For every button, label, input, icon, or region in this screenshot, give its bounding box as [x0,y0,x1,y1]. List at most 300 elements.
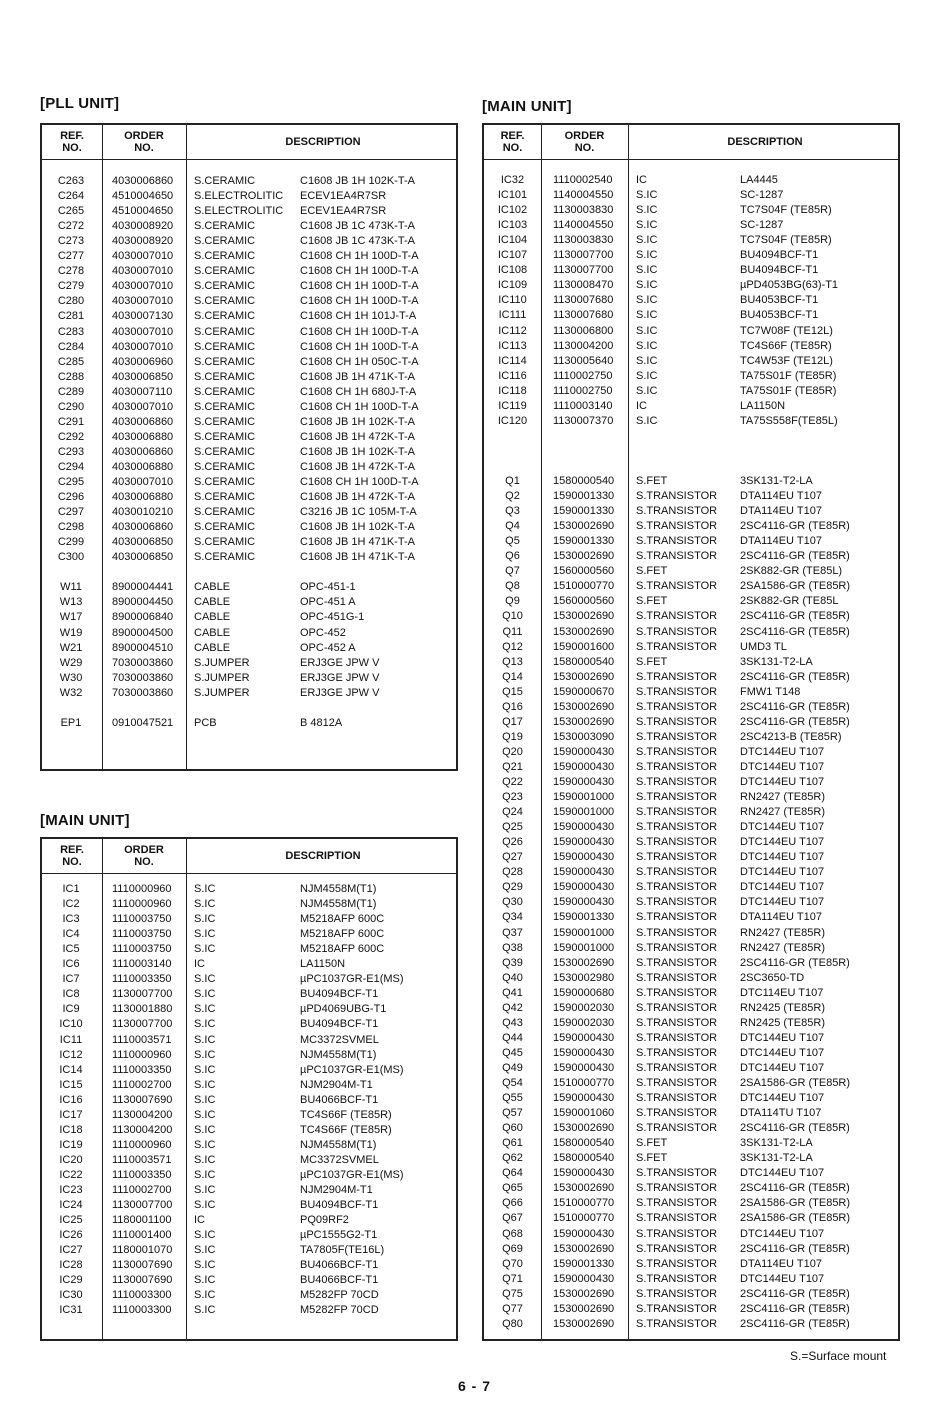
ref-no-cell: C298 [57,521,85,534]
part-number-cell: M5282FP 70CD [300,1304,379,1317]
table-row [484,956,898,971]
ref-no-cell: C263 [57,175,85,187]
part-number-cell: DTC144EU T107 [740,1046,825,1059]
table-row [484,1242,898,1257]
order-no-cell: 4030006880 [112,491,174,504]
part-number-cell: DTC144EU T107 [740,776,825,788]
part-type-cell: CABLE [194,611,231,624]
order-no-cell: 4030007010 [112,325,174,338]
part-type-cell: CABLE [194,641,231,654]
part-number-cell: DTC144EU T107 [740,821,825,834]
order-no-cell: 1130007690 [112,1274,173,1287]
order-no-cell: 1530002690 [553,1242,615,1255]
table-row [484,564,898,579]
part-number-cell: TC4W53F (TE12L) [740,354,833,367]
order-no-cell: 1510000770 [553,580,615,593]
order-no-cell: 1590001330 [553,911,615,924]
part-number-cell: BU4094BCF-T1 [740,249,819,262]
ref-no-header: REF. NO. [500,130,525,154]
order-no-cell: 1530002690 [553,1122,615,1135]
ref-no-cell: Q20 [502,745,523,758]
order-no-cell: 1530002980 [553,971,615,984]
table-row [484,474,898,489]
part-number-cell: 2SA1586-GR (TE85R) [740,1212,851,1225]
ref-no-cell: Q69 [502,1242,523,1255]
table-row [42,1093,456,1108]
part-number-cell: DTC144EU T107 [740,760,825,773]
part-type-cell: S.IC [194,928,216,941]
part-type-cell: IC [636,174,647,186]
ref-no-cell: IC118 [498,384,527,397]
part-type-cell: S.TRANSISTOR [636,1317,718,1330]
part-number-cell: 2SC4116-GR (TE85R) [740,520,850,533]
part-number-cell: C1608 CH 1H 100D-T-A [300,325,419,338]
table-row [484,609,898,624]
ref-no-cell: C265 [57,205,85,218]
order-no-cell: 4030006850 [112,551,174,564]
table-row [484,444,898,459]
ref-no-cell: Q30 [502,896,523,909]
ref-no-cell: C264 [57,190,85,203]
ref-no-cell: Q37 [502,926,523,939]
part-type-cell: S.IC [194,1138,216,1151]
main-unit-title-left: [MAIN UNIT] [40,812,130,829]
ref-no-cell: IC119 [498,399,527,412]
part-type-cell: S.IC [636,369,658,382]
table-row [484,820,898,835]
ref-no-cell: IC108 [497,264,528,277]
ref-no-cell: IC104 [497,234,528,247]
table-row [484,293,898,308]
table-row [42,505,456,520]
ref-no-cell: Q60 [502,1122,523,1135]
part-type-cell: S.IC [636,279,658,292]
part-number-cell: NJM4558M(T1) [300,883,377,895]
ref-no-cell: Q4 [505,520,520,533]
order-no-cell: 7030003860 [112,671,174,684]
part-number-cell: NJM4558M(T1) [300,1138,377,1151]
table-row [42,1198,456,1213]
table-row [484,850,898,865]
part-type-cell: S.TRANSISTOR [636,670,718,683]
part-number-cell: NJM4558M(T1) [300,898,377,911]
part-type-cell: S.IC [636,234,658,247]
order-no-cell: 4030007010 [112,265,174,278]
part-type-cell: S.TRANSISTOR [636,1257,718,1270]
part-number-cell: DTC144EU T107 [740,866,825,879]
part-type-cell: S.IC [636,264,658,277]
table-row [484,670,898,685]
ref-no-cell: Q29 [502,881,523,894]
table-row [484,414,898,429]
table-row [42,460,456,475]
order-no-cell: 1110002540 [553,174,613,186]
ref-no-cell: C281 [57,310,85,323]
ref-no-cell: Q8 [505,580,520,593]
order-no-cell: 1580000540 [553,1152,615,1165]
ref-no-cell: IC17 [59,1108,83,1121]
order-no-cell: 1110001400 [112,1229,172,1242]
part-type-cell: S.IC [194,1304,216,1317]
table-row [42,279,456,294]
part-type-cell: S.CERAMIC [194,476,256,488]
part-type-cell: S.TRANSISTOR [636,821,718,834]
order-no-cell: 1130003830 [553,204,614,217]
order-no-cell: 1560000560 [553,595,615,608]
part-number-cell: C1608 CH 1H 100D-T-A [300,476,419,488]
part-number-cell: C1608 JB 1H 472K-T-A [300,491,415,504]
part-type-cell: S.TRANSISTOR [636,1016,718,1029]
part-type-cell: S.TRANSISTOR [636,1031,718,1044]
part-number-cell: 2SA1586-GR (TE85R) [740,1197,851,1210]
part-type-cell: S.IC [194,1063,216,1076]
table-row [42,595,456,610]
table-row [484,354,898,369]
table-row [484,1001,898,1016]
ref-no-cell: IC101 [497,189,528,202]
ref-no-cell: IC27 [59,1244,83,1257]
main-unit-parts-table-right [482,123,900,1341]
table-row [42,309,456,324]
table-row [484,685,898,700]
part-number-cell: DTC114EU T107 [740,986,824,999]
part-type-cell: S.IC [636,354,658,367]
order-no-header: ORDER NO. [124,130,164,154]
ref-no-cell: IC18 [59,1123,83,1136]
order-no-cell: 1590000430 [553,896,615,909]
table-row [42,1108,456,1123]
ref-no-cell: Q12 [502,640,523,653]
ref-no-cell: IC9 [62,1003,80,1016]
order-no-cell: 8900004500 [112,626,174,639]
description-header: DESCRIPTION [285,136,361,148]
part-number-cell: 2SC4116-GR (TE85R) [740,715,850,728]
ref-no-cell: Q22 [502,776,523,788]
table-row [42,1033,456,1048]
part-number-cell: C3216 JB 1C 105M-T-A [300,506,417,519]
part-number-cell: 3SK131-T2-LA [740,1152,813,1165]
table-row [42,445,456,460]
ref-no-cell: C292 [57,430,85,443]
part-number-cell: SC-1287 [740,219,784,232]
ref-no-cell: Q19 [502,730,523,743]
order-no-cell: 4030006860 [112,415,174,428]
part-number-cell: ERJ3GE JPW V [300,656,380,669]
order-no-cell: 4030006880 [112,460,174,473]
part-number-cell: DTC144EU T107 [740,1167,825,1180]
order-no-cell: 4030006850 [112,370,174,383]
part-number-cell: BU4053BCF-T1 [740,294,819,307]
order-no-cell: 1110000960 [112,1048,172,1061]
ref-no-cell: C288 [57,370,85,383]
part-type-cell: S.CERAMIC [194,295,256,308]
table-row [484,1091,898,1106]
ref-no-cell: Q71 [502,1272,523,1285]
table-row [42,565,456,580]
part-type-cell: S.JUMPER [194,656,250,669]
part-number-cell: TA75S01F (TE85R) [740,369,837,382]
part-number-cell: DTC144EU T107 [740,1092,825,1105]
part-type-cell: S.IC [194,1259,216,1272]
part-number-cell: LA4445 [740,174,778,186]
table-row [484,1272,898,1287]
table-row [42,400,456,415]
part-type-cell: S.TRANSISTOR [636,986,718,999]
part-number-cell: 2SK882-GR (TE85L) [740,565,843,578]
ref-no-cell: EP1 [60,716,82,729]
table-row [484,188,898,203]
part-type-cell: CABLE [194,596,231,609]
table-row [484,1317,898,1332]
table-row [484,203,898,218]
ref-no-cell: W29 [59,656,83,669]
part-type-cell: S.IC [636,189,658,202]
order-no-cell: 1590000430 [553,1167,615,1180]
part-type-cell: S.CERAMIC [194,430,256,443]
ref-no-cell: C295 [57,476,85,488]
part-number-cell: DTC144EU T107 [740,836,825,849]
part-number-cell: M5218AFP 600C [300,943,385,956]
order-no-cell: 1530002690 [553,550,615,563]
order-no-cell: 1530002690 [553,1287,615,1300]
table-row [484,1106,898,1121]
part-type-cell: S.FET [636,565,668,578]
part-type-cell: S.IC [636,294,658,307]
order-no-cell: 4030007010 [112,250,174,263]
table-row [42,490,456,505]
part-type-cell: S.IC [636,384,658,397]
ref-no-cell: Q38 [502,941,523,954]
ref-no-cell: Q14 [502,670,523,683]
order-no-cell: 1530002690 [553,520,615,533]
part-number-cell: C1608 JB 1H 472K-T-A [300,460,415,473]
part-type-cell: S.TRANSISTOR [636,791,718,804]
part-type-cell: S.JUMPER [194,671,250,684]
part-type-cell: S.IC [194,1093,216,1106]
part-number-cell: 2SC4116-GR (TE85R) [740,1242,850,1255]
part-number-cell: 2SC4116-GR (TE85R) [740,1287,850,1300]
ref-no-cell: W32 [59,686,83,699]
ref-no-cell: IC109 [497,279,528,292]
part-type-cell: S.TRANSISTOR [636,1167,718,1180]
table-row [484,926,898,941]
table-row [42,671,456,686]
part-number-cell: TC4S66F (TE85R) [300,1123,392,1136]
part-type-cell: S.CERAMIC [194,460,256,473]
part-type-cell: S.TRANSISTOR [636,881,718,894]
part-number-cell: B 4812A [300,716,343,729]
part-number-cell: TC7S04F (TE85R) [740,234,832,247]
part-number-cell: M5218AFP 600C [300,928,385,941]
part-type-cell: S.JUMPER [194,686,250,699]
part-number-cell: µPC1037GR-E1(MS) [300,1063,404,1076]
part-type-cell: CABLE [194,626,231,639]
table-row [484,655,898,670]
part-type-cell: S.IC [194,883,216,895]
order-no-cell: 1110003571 [112,1033,172,1046]
table-row [42,1048,456,1063]
part-type-cell: S.TRANSISTOR [636,490,718,503]
part-number-cell: SC-1287 [740,189,784,202]
ref-no-cell: C284 [57,340,85,353]
part-number-cell: NJM2904M-T1 [300,1184,373,1196]
order-no-cell: 1130008470 [553,279,614,292]
ref-no-cell: Q15 [502,685,523,698]
table-row [484,1227,898,1242]
part-type-cell: S.TRANSISTOR [636,911,718,924]
ref-no-cell: Q40 [502,971,523,984]
part-type-cell: S.TRANSISTOR [636,1302,718,1315]
ref-no-cell: C280 [57,295,85,308]
order-no-cell: 7030003860 [112,686,174,699]
order-no-header: ORDER NO. [564,130,605,154]
part-type-cell: S.IC [194,1018,216,1031]
part-number-cell: 3SK131-T2-LA [740,475,813,487]
order-no-cell: 4030010210 [112,506,174,519]
part-type-cell: S.CERAMIC [194,235,256,248]
order-no-cell: 1110003350 [112,1168,172,1181]
ref-no-cell: Q1 [505,475,520,487]
order-no-cell: 1590000430 [553,745,615,758]
part-number-cell: DTA114EU T107 [740,1257,822,1270]
part-type-cell: S.IC [194,913,216,926]
part-number-cell: 2SC4116-GR (TE85R) [740,610,850,623]
table-row [484,986,898,1001]
part-type-cell: S.CERAMIC [194,310,256,323]
order-no-cell: 1130007680 [553,294,614,307]
order-no-cell: 1590000430 [553,821,615,834]
order-no-cell: 1580000540 [553,475,615,487]
ref-no-cell: IC7 [62,973,80,986]
ref-no-header: REF. NO. [60,130,84,154]
part-number-cell: DTC144EU T107 [740,881,825,894]
part-type-cell: S.TRANSISTOR [636,866,718,879]
ref-no-cell: C279 [57,280,85,293]
ref-no-cell: Q57 [502,1107,523,1120]
part-number-cell: BU4066BCF-T1 [300,1093,379,1106]
ref-no-cell: Q25 [502,821,523,834]
ref-no-cell: C285 [57,355,85,368]
order-no-cell: 4030008920 [112,220,174,233]
table-row [484,549,898,564]
ref-no-cell: Q9 [505,595,520,608]
ref-no-cell: C277 [57,250,85,263]
order-no-cell: 8900004510 [112,641,174,654]
ref-no-cell: IC6 [62,958,80,971]
ref-no-cell: Q42 [502,1001,523,1014]
part-number-cell: C1608 CH 1H 680J-T-A [300,385,417,398]
part-type-cell: S.TRANSISTOR [636,851,718,864]
part-number-cell: DTC144EU T107 [740,1227,825,1240]
table-row [42,987,456,1002]
ref-no-cell: Q27 [502,851,523,864]
order-no-cell: 1590000430 [553,1046,615,1059]
table-row [484,263,898,278]
part-number-cell: C1608 JB 1C 473K-T-A [300,235,415,248]
part-number-cell: C1608 CH 1H 100D-T-A [300,340,419,353]
description-header: DESCRIPTION [285,850,361,862]
part-number-cell: C1608 JB 1H 472K-T-A [300,430,415,443]
part-type-cell: S.TRANSISTOR [636,1092,718,1105]
part-number-cell: C1608 JB 1H 471K-T-A [300,370,415,383]
part-type-cell: S.TRANSISTOR [636,1197,718,1210]
order-no-cell: 1580000540 [553,655,615,668]
table-row [484,790,898,805]
table-row [484,1302,898,1317]
part-type-cell: S.CERAMIC [194,551,256,564]
order-no-cell: 1530002690 [553,670,615,683]
part-number-cell: C1608 JB 1C 473K-T-A [300,220,415,233]
ref-no-cell: Q43 [502,1016,523,1029]
table-row [484,835,898,850]
table-row [484,459,898,474]
table-row [484,504,898,519]
part-type-cell: CABLE [194,581,231,594]
table-row [484,308,898,323]
ref-no-cell: Q49 [502,1061,523,1074]
part-number-cell: RN2427 (TE85R) [740,926,825,939]
order-no-cell: 1130007680 [553,309,614,322]
part-number-cell: DTC144EU T107 [740,1031,825,1044]
table-row [484,278,898,293]
table-row [42,520,456,535]
part-type-cell: S.IC [636,324,658,337]
part-number-cell: 2SC3650-TD [740,971,805,984]
table-row [484,745,898,760]
part-type-cell: S.FET [636,1152,668,1165]
table-row [42,957,456,972]
order-no-cell: 1130003830 [553,234,614,247]
table-row [484,730,898,745]
ref-no-cell: C291 [57,415,85,428]
order-no-cell: 1590001060 [553,1107,615,1120]
part-type-cell: S.TRANSISTOR [636,1001,718,1014]
ref-no-cell: W13 [59,596,83,609]
order-no-cell: 1130007370 [553,414,614,427]
table-row [484,218,898,233]
table-row [484,880,898,895]
ref-no-cell: IC20 [59,1153,83,1166]
ref-no-cell: Q45 [502,1046,523,1059]
ref-no-cell: Q75 [502,1287,523,1300]
order-no-cell: 1590002030 [553,1016,615,1029]
table-row [484,1136,898,1151]
table-row [42,716,456,731]
table-row [42,204,456,219]
part-number-cell: ERJ3GE JPW V [300,671,380,684]
ref-no-cell: Q26 [502,836,523,849]
table-row [42,340,456,355]
table-row [42,1002,456,1017]
order-no-cell: 1530002690 [553,625,615,638]
order-no-cell: 0910047521 [112,716,174,729]
part-type-cell: IC [194,1214,205,1227]
table-row [42,1213,456,1228]
part-type-cell: S.ELECTROLITIC [194,205,284,218]
table-row [42,189,456,204]
order-no-cell: 4030006860 [112,521,174,534]
ref-no-cell: IC114 [498,354,527,367]
part-type-cell: S.CERAMIC [194,355,256,368]
order-no-cell: 1590000430 [553,776,615,788]
order-no-cell: 1590000430 [553,1092,615,1105]
order-no-cell: 1590000430 [553,760,615,773]
table-row [42,882,456,897]
table-row [484,1211,898,1226]
order-no-cell: 1590000430 [553,866,615,879]
ref-no-cell: IC23 [59,1184,83,1196]
ref-no-cell: C278 [57,265,85,278]
